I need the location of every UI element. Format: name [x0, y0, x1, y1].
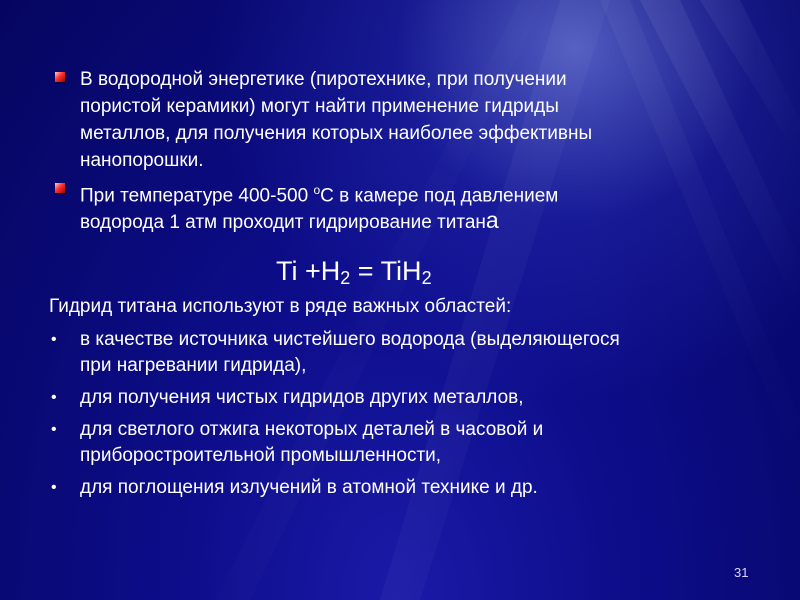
bullet-2-line-1-start: При температуре 400-500: [80, 185, 314, 207]
bullet-2-line-1: [80, 177, 558, 209]
formula-mid: = TiH: [350, 256, 422, 286]
use-3-line-1: для светлого отжига некоторых деталей в часовой и: [80, 419, 544, 440]
formula-sub-2: 2: [421, 268, 432, 288]
use-2-line-1: для получения чистых гидридов других металлов,: [80, 387, 524, 408]
use-1-line-2: при нагревании гидрида),: [80, 355, 307, 376]
formula-left: Ti +H: [276, 256, 341, 286]
page-number: 31: [734, 565, 749, 580]
degree-mark: о: [313, 183, 321, 197]
square-bullet-icon: [55, 183, 65, 193]
bullet-2-line-2-last-letter: а: [485, 207, 499, 233]
bullet-2-line-1-end: С в камере под давлением: [320, 185, 559, 207]
dot-bullet-icon: •: [51, 331, 57, 348]
bullet-1-line-1: В водородной энергетике (пиротехнике, при получении: [80, 69, 567, 90]
dot-bullet-icon: •: [51, 421, 57, 438]
bullet-1-line-4: нанопорошки.: [80, 150, 204, 171]
bullet-2-line-2: [80, 207, 499, 236]
use-4-line-1: для поглощения излучений в атомной технике и др.: [80, 477, 538, 498]
bullet-2-line-2-text: водорода 1 атм проходит гидрирование титан: [80, 212, 486, 233]
bullet-1-line-3: металлов, для получения которых наиболее эффективны: [80, 123, 593, 144]
use-1-line-1: в качестве источника чистейшего водорода (выделяющегося: [80, 329, 620, 350]
dot-bullet-icon: •: [51, 479, 57, 496]
uses-intro: Гидрид титана используют в ряде важных областей:: [49, 296, 512, 317]
chemical-formula: [276, 254, 432, 288]
formula-sub-1: 2: [340, 268, 351, 288]
square-bullet-icon: [55, 72, 65, 82]
dot-bullet-icon: •: [51, 389, 57, 406]
bullet-1-line-2: пористой керамики) могут найти применение гидриды: [80, 96, 559, 117]
use-3-line-2: приборостроительной промышленности,: [80, 445, 442, 466]
